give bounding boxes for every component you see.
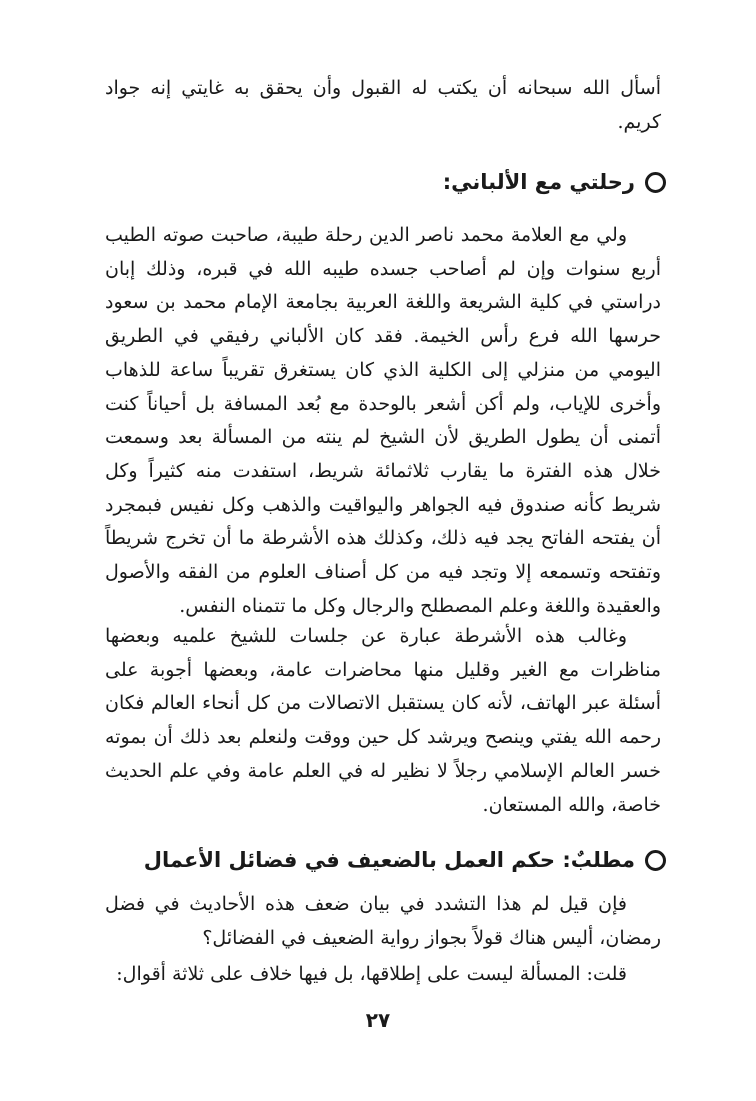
circle-bullet-icon (645, 172, 666, 193)
paragraph-question: فإن قيل لم هذا التشدد في بيان ضعف هذه الأحاديث في فضل رمضان، أليس هناك قولاً بجواز رواية الضعيف في الفضائل؟ (105, 893, 661, 949)
paragraph-answer: قلت: المسألة ليست على إطلاقها، بل فيها خلاف على ثلاثة أقوال: (116, 963, 627, 985)
heading-ruling-text: مطلبٌ: حكم العمل بالضعيف في فضائل الأعمال (143, 848, 635, 872)
heading-ruling (144, 848, 666, 872)
paragraph-journey: ولي مع العلامة محمد ناصر الدين رحلة طيبة، صاحبت صوته الطيب أربع سنوات وإن لم أصاحب جسده طيبه الله في قبره، وذلك إبان دراستي في كلية الشريعة واللغة العربية بجامعة الإمام محمد بن سعود حرسها الله فرع رأس الخيمة. فقد كان الألباني رفيقي في الطريق اليومي من منزلي إلى الكلية الذي كان يستغرق تقريباً ساعة للذهاب وأخرى للإياب، ولم أكن أشعر بالوحدة مع بُعد المسافة بل أحياناً كنت أتمنى أن يطول الطريق لأن الشيخ لم ينته من المسألة بعد وسمعت خلال هذه الفترة ما يقارب ثلاثمائة شريط، استفدت منه كثيراً وكل شريط كأنه صندوق فيه الجواهر واليواقيت والذهب وكل نفيس فبمجرد أن يفتحه الفاتح يجد فيه ذلك، وكذلك هذه الأشرطة ما أن تخرج شريطاً وتفتحه وتسمعه إلا وتجد فيه من كل أصناف العلوم من الفقه والأصول والعقيدة واللغة وعلم المصطلح والرجال وكل ما تتمناه النفس. (105, 224, 661, 617)
heading-journey-text: رحلتي مع الألباني: (442, 170, 635, 194)
page-number: ٢٧ (365, 1008, 391, 1032)
paragraph-intro-end: أسأل الله سبحانه أن يكتب له القبول وأن يحقق به غايتي إنه جواد كريم. (105, 77, 661, 133)
heading-journey (443, 170, 666, 194)
paragraph-tapes: وغالب هذه الأشرطة عبارة عن جلسات للشيخ علميه وبعضها مناظرات مع الغير وقليل منها محاضرات عامة، وبعضها أجوبة على أسئلة عبر الهاتف، لأنه كان يستقبل الاتصالات من كل أنحاء العالم فكان رحمه الله يفتي وينصح ويرشد كل حين ووقت ولنعلم بعد ذلك أن بموته خسر العالم الإسلامي رجلاً لا نظير له في العلم عامة وفي علم الحديث خاصة، والله المستعان. (105, 625, 661, 816)
circle-bullet-icon (645, 850, 666, 871)
